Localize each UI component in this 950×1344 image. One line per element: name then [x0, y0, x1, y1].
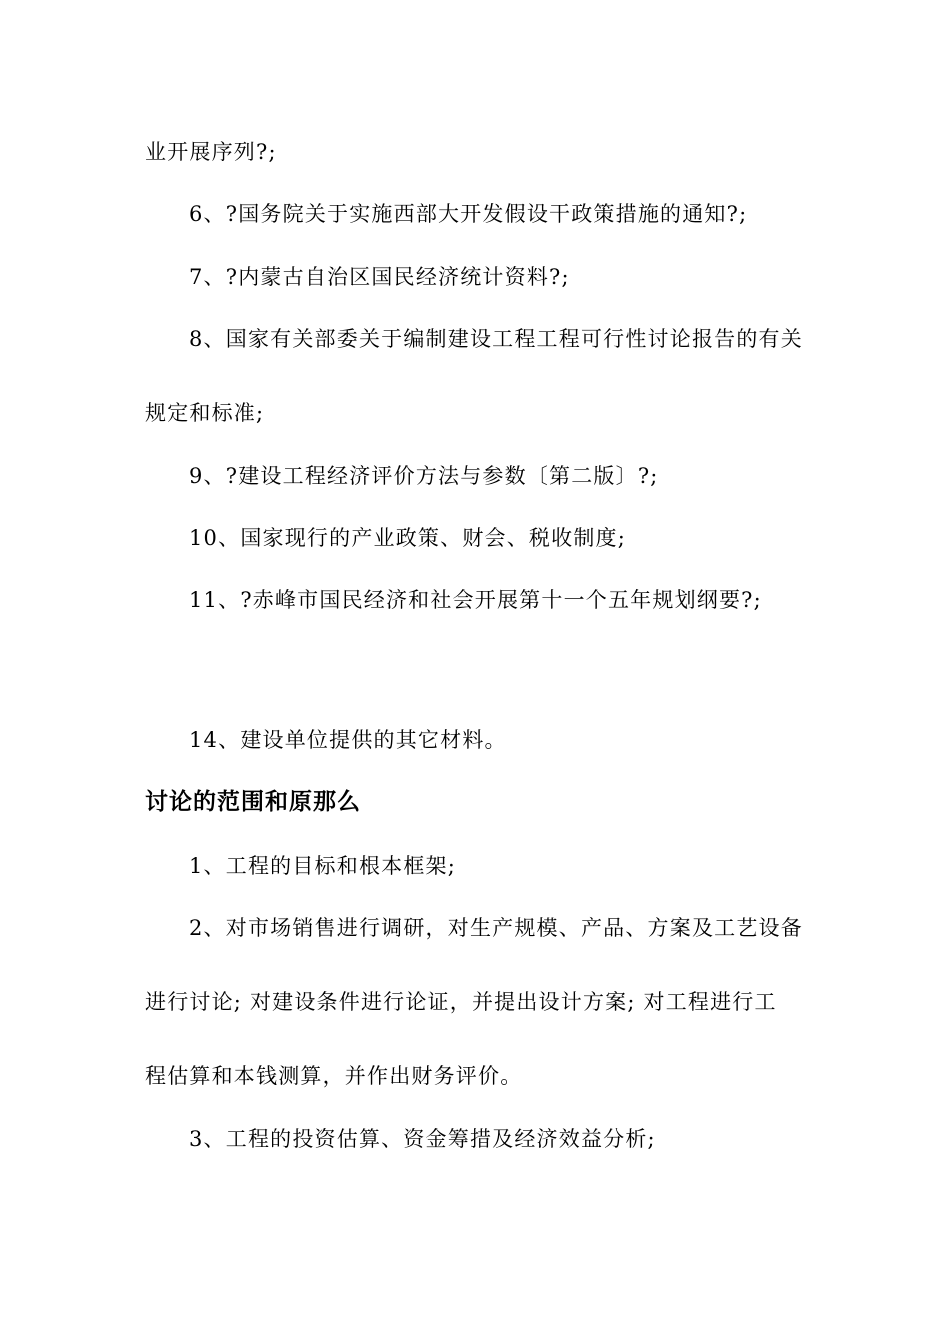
list-item-9: 9、?建设工程经济评价方法与参数〔第二版〕?;: [189, 464, 659, 488]
list-item-10: 10、国家现行的产业政策、财会、税收制度;: [189, 526, 626, 550]
section-item-2: 2、对市场销售进行调研，对生产规模、产品、方案及工艺设备: [189, 916, 803, 940]
list-item-11: 11、?赤峰市国民经济和社会开展第十一个五年规划纲要?;: [189, 588, 762, 612]
list-item-8-continuation: 规定和标准;: [145, 401, 265, 425]
section-heading: 讨论的范围和原那么: [145, 789, 361, 815]
list-item-6: 6、?国务院关于实施西部大开发假设干政策措施的通知?;: [189, 202, 748, 226]
section-item-3: 3、工程的投资估算、资金筹措及经济效益分析;: [189, 1127, 656, 1151]
section-item-2-continuation-2: 程估算和本钱测算，并作出财务评价。: [145, 1064, 523, 1088]
list-item-8: 8、国家有关部委关于编制建设工程工程可行性讨论报告的有关: [189, 327, 803, 351]
list-item-7: 7、?内蒙古自治区国民经济统计资料?;: [189, 265, 570, 289]
section-item-1: 1、工程的目标和根本框架;: [189, 854, 457, 878]
section-item-2-continuation-1: 进行讨论; 对建设条件进行论证，并提出设计方案; 对工程进行工: [145, 990, 777, 1014]
text-line-continuation: 业开展序列?;: [145, 140, 277, 164]
list-item-14: 14、建设单位提供的其它材料。: [189, 728, 507, 752]
